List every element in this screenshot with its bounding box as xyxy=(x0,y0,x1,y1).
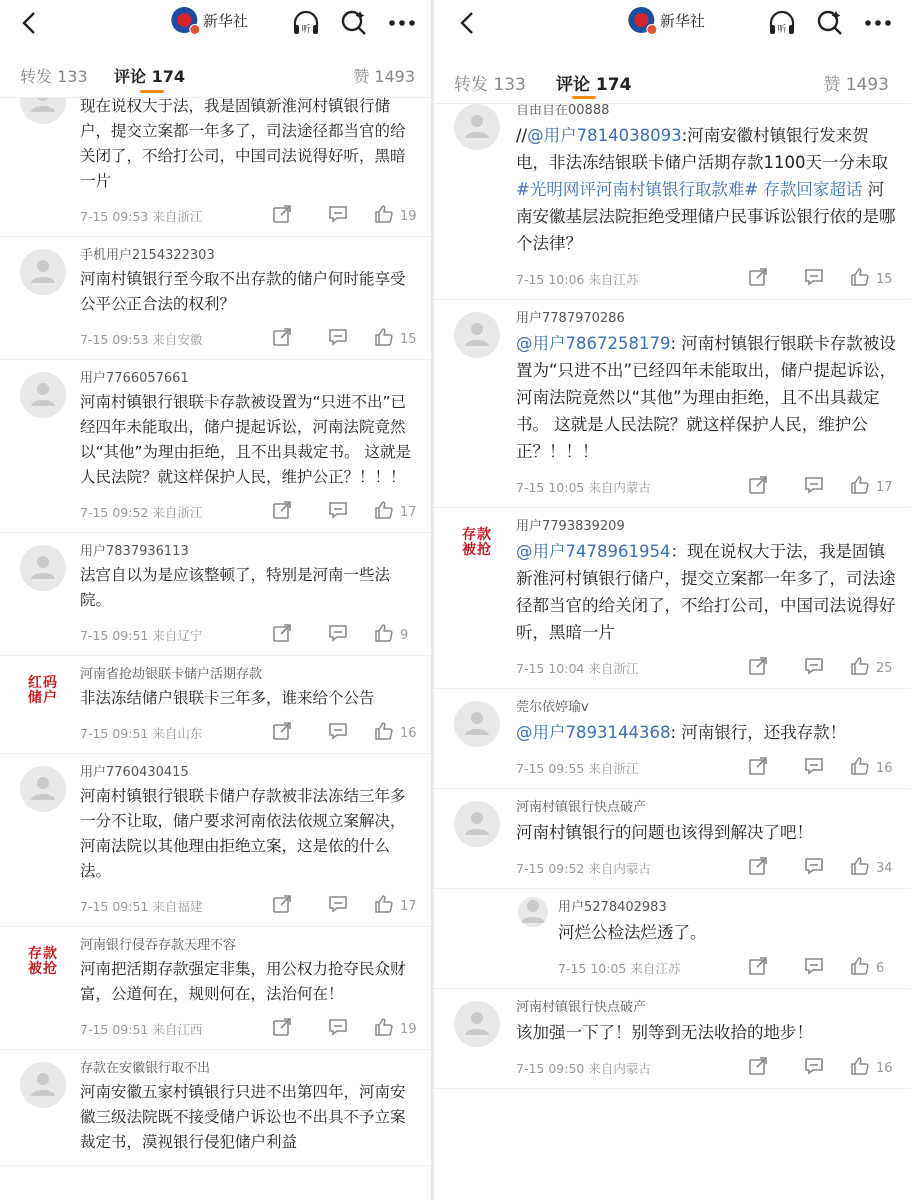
account-logo xyxy=(628,7,654,33)
comment-text xyxy=(516,819,897,846)
share-button[interactable] xyxy=(748,956,768,980)
supertopic-link[interactable]: 存款回家超话 xyxy=(758,180,863,199)
stamp-avatar xyxy=(20,668,66,714)
svg-text:听: 听 xyxy=(301,25,311,35)
reply-button[interactable] xyxy=(804,656,824,680)
avatar[interactable] xyxy=(20,939,66,985)
share-button[interactable] xyxy=(272,721,292,745)
comment-icon xyxy=(804,856,824,880)
comment-text: 河南村镇银行至今取不出存款的储户何时能享受公平公正合法的权利？ xyxy=(80,270,406,313)
default-avatar-icon xyxy=(28,98,58,118)
comment-time: 7-15 09:51 来自江西 xyxy=(80,1022,203,1037)
like-button[interactable] xyxy=(850,1056,893,1080)
comment-time: 7-15 09:53 来自浙江 xyxy=(80,209,203,224)
tab-forward[interactable]: 转发 133 xyxy=(454,75,526,95)
like-count: 17 xyxy=(876,479,893,495)
like-button[interactable] xyxy=(850,856,893,880)
like-count: 19 xyxy=(400,1021,417,1037)
comment-meta xyxy=(558,946,897,988)
avatar[interactable] xyxy=(20,668,66,714)
comment-username[interactable]: 用户7787970286 xyxy=(516,311,625,326)
tab-bar xyxy=(0,48,431,98)
comment-icon xyxy=(804,956,824,980)
comment-item xyxy=(434,508,911,689)
avatar[interactable] xyxy=(518,897,548,927)
comment-item xyxy=(0,1050,431,1166)
back-button[interactable] xyxy=(14,8,44,38)
top-actions xyxy=(767,8,893,38)
user-mention-link[interactable]: @用户7478961954 xyxy=(516,542,671,561)
comment-meta xyxy=(80,194,417,236)
avatar[interactable] xyxy=(20,249,66,295)
comment-item xyxy=(0,656,431,754)
share-icon xyxy=(272,327,292,351)
stamp-text-line: 存款 xyxy=(28,946,58,962)
account-logo xyxy=(171,7,197,33)
comment-item xyxy=(0,237,431,360)
tab-comments[interactable]: 评论 174 xyxy=(556,75,632,95)
share-icon xyxy=(272,204,292,228)
like-icon xyxy=(850,756,870,780)
tab-likes[interactable]: 赞 1493 xyxy=(353,67,415,86)
repost-prefix: // xyxy=(516,126,528,145)
reply-button[interactable] xyxy=(328,721,348,745)
more-button[interactable] xyxy=(387,8,417,38)
comment-icon xyxy=(804,475,824,499)
reply-button[interactable] xyxy=(328,327,348,351)
tab-forward[interactable]: 转发 133 xyxy=(20,67,88,86)
like-button[interactable] xyxy=(374,721,417,745)
comment-item xyxy=(434,689,911,789)
comment-time: 7-15 09:53 来自安徽 xyxy=(80,332,203,347)
stamp-text-line: 存款 xyxy=(462,527,492,543)
default-avatar-icon xyxy=(28,1068,58,1102)
reply-item xyxy=(434,889,911,989)
avatar[interactable] xyxy=(20,1062,66,1108)
like-count: 25 xyxy=(876,660,893,676)
like-button[interactable] xyxy=(850,756,893,780)
like-icon xyxy=(374,894,394,918)
stamp-text-line: 被抢 xyxy=(462,542,492,558)
comment-username[interactable]: 用户7766057661 xyxy=(80,371,189,386)
default-avatar-icon xyxy=(28,551,58,585)
comment-meta xyxy=(80,613,417,655)
avatar[interactable] xyxy=(454,312,500,358)
reply-button[interactable] xyxy=(804,1056,824,1080)
share-icon xyxy=(748,267,768,291)
comment-meta xyxy=(516,257,897,299)
share-button[interactable] xyxy=(272,623,292,647)
comment-body: ：现在说权大于法，我是固镇新淮河村镇银行储户，提交立案都一年多了，司法途径都当官的给关闭了，不给打公司，中国司法说得好听，黑暗一片 xyxy=(516,542,896,642)
right-comment-screen xyxy=(434,0,911,1200)
avatar[interactable] xyxy=(20,545,66,591)
listen-icon xyxy=(291,9,321,37)
comment-text xyxy=(516,1019,897,1046)
reply-button[interactable] xyxy=(804,956,824,980)
user-mention-link[interactable]: @用户7814038093 xyxy=(527,126,682,145)
like-icon xyxy=(850,656,870,680)
share-icon xyxy=(272,721,292,745)
comment-time: 7-15 10:04 来自浙江 xyxy=(516,661,639,676)
share-icon xyxy=(748,856,768,880)
comment-icon xyxy=(328,1017,348,1041)
like-count: 6 xyxy=(876,960,885,976)
like-count: 16 xyxy=(400,725,417,741)
stamp-text-line: 被抢 xyxy=(28,961,58,977)
comment-body: 河南安徽基层法院拒绝受理储户民事诉讼银行依的是哪个法律？ xyxy=(516,180,896,253)
share-icon xyxy=(748,656,768,680)
avatar[interactable] xyxy=(20,98,66,124)
comment-time: 7-15 10:05 来自内蒙古 xyxy=(516,480,651,495)
share-icon xyxy=(272,1017,292,1041)
comment-item xyxy=(434,989,911,1089)
share-button[interactable] xyxy=(272,500,292,524)
reply-button[interactable] xyxy=(328,204,348,228)
listen-button[interactable] xyxy=(291,8,321,38)
like-count: 34 xyxy=(876,860,893,876)
tab-bar xyxy=(434,48,911,104)
like-icon xyxy=(374,721,394,745)
like-button[interactable] xyxy=(374,623,408,647)
comment-time: 7-15 09:52 来自内蒙古 xyxy=(516,861,651,876)
share-icon xyxy=(748,956,768,980)
comment-body: :河南安徽村镇银行发来贺电，非法冻结银联卡储户活期存款1100天一分未取 xyxy=(516,126,888,172)
comment-username[interactable]: 河南省抢劫银联卡储户活期存款 xyxy=(80,667,263,682)
comment-meta xyxy=(80,317,417,359)
hashtag-link[interactable]: #光明网评河南村镇银行取款难# xyxy=(516,180,759,199)
comment-text xyxy=(516,719,897,746)
reply-button[interactable] xyxy=(804,475,824,499)
tab-comments[interactable]: 评论 174 xyxy=(114,67,185,86)
stamp-text-line: 储户 xyxy=(28,690,58,706)
like-count: 19 xyxy=(400,208,417,224)
left-comment-screen xyxy=(0,0,431,1200)
search-icon xyxy=(340,9,368,37)
comment-username[interactable]: 用户7760430415 xyxy=(80,765,189,780)
comment-item xyxy=(0,754,431,927)
share-button[interactable] xyxy=(748,756,768,780)
comment-item xyxy=(0,98,431,237)
search-icon xyxy=(816,9,844,37)
like-button[interactable] xyxy=(850,267,893,291)
like-icon xyxy=(374,500,394,524)
comment-icon xyxy=(804,756,824,780)
like-count: 15 xyxy=(400,331,417,347)
like-button[interactable] xyxy=(850,656,893,680)
comment-username[interactable]: 自由自在00888 xyxy=(516,104,610,118)
avatar[interactable] xyxy=(454,801,500,847)
more-icon xyxy=(388,19,416,27)
like-icon xyxy=(850,267,870,291)
avatar[interactable] xyxy=(454,104,500,150)
share-button[interactable] xyxy=(272,327,292,351)
share-button[interactable] xyxy=(272,894,292,918)
like-icon xyxy=(374,204,394,228)
like-count: 16 xyxy=(876,760,893,776)
like-icon xyxy=(850,475,870,499)
like-count: 16 xyxy=(876,1060,893,1076)
comment-text: 河南安徽五家村镇银行只进不出第四年，河南安徽三级法院既不接受储户诉讼也不出具不予立案裁定书，漠视银行侵犯储户利益 xyxy=(80,1083,406,1151)
comment-item xyxy=(434,300,911,508)
default-avatar-icon xyxy=(28,255,58,289)
like-icon xyxy=(850,1056,870,1080)
comment-username[interactable]: 河南村镇银行快点破产 xyxy=(516,1000,647,1015)
like-button[interactable] xyxy=(374,894,417,918)
comment-icon xyxy=(328,327,348,351)
comment-item xyxy=(0,533,431,656)
comment-username[interactable]: 用户7793839209 xyxy=(516,519,625,534)
listen-icon xyxy=(767,9,797,37)
comment-item xyxy=(434,104,911,300)
like-button[interactable] xyxy=(374,327,417,351)
comment-meta xyxy=(516,746,897,788)
comment-text: 河南村镇银行银联卡存款被设置为“只进不出”已经四年未能取出，储户提起诉讼，河南法院竟然以“其他”为理由拒绝，且不出具裁定书。 这就是人民法院？就这样保护人民，维护公正？！！！ xyxy=(80,393,411,486)
back-icon xyxy=(459,11,475,35)
like-icon xyxy=(850,956,870,980)
comment-list xyxy=(0,98,431,1200)
comment-text: 法宫自以为是应该整顿了，特别是河南一些法院。 xyxy=(80,566,391,609)
svg-text:听: 听 xyxy=(777,25,787,35)
comment-icon xyxy=(804,1056,824,1080)
comment-username[interactable]: 手机用户2154322303 xyxy=(80,248,215,263)
user-mention-link[interactable]: @用户7893144368 xyxy=(516,723,671,742)
verified-badge-icon xyxy=(189,24,200,35)
share-button[interactable] xyxy=(748,475,768,499)
comment-time: 7-15 09:50 来自内蒙古 xyxy=(516,1061,651,1076)
comment-text xyxy=(516,538,897,646)
share-button[interactable] xyxy=(748,267,768,291)
comment-meta xyxy=(516,646,897,688)
verified-badge-icon xyxy=(646,24,657,35)
comment-item xyxy=(0,927,431,1050)
comment-text xyxy=(516,122,897,257)
comment-time: 7-15 09:51 来自辽宁 xyxy=(80,628,203,643)
avatar[interactable] xyxy=(454,520,500,566)
comment-text xyxy=(558,919,897,946)
like-icon xyxy=(850,856,870,880)
tab-likes[interactable]: 赞 1493 xyxy=(823,75,889,95)
like-count: 15 xyxy=(876,271,893,287)
comment-body: : 河南村镇银行银联卡存款被设置为“只进不出”已经四年未能取出，储户提起诉讼，河南法院竟然以“其他”为理由拒绝，且不出具裁定书。 这就是人民法院？就这样保护人民，维护公正？！！！ xyxy=(516,334,897,461)
share-button[interactable] xyxy=(748,656,768,680)
share-icon xyxy=(272,623,292,647)
comment-username[interactable]: 用户7837936113 xyxy=(80,544,189,559)
comment-meta xyxy=(516,1046,897,1088)
like-button[interactable] xyxy=(850,956,884,980)
share-icon xyxy=(272,500,292,524)
comment-time: 7-15 09:52 来自浙江 xyxy=(80,505,203,520)
comment-time: 7-15 09:55 来自浙江 xyxy=(516,761,639,776)
comment-text: 现在说权大于法，我是固镇新淮河村镇银行储户，提交立案都一年多了，司法途径都当官的给关闭了，不给打公司，中国司法说得好听，黑暗一片 xyxy=(80,98,406,190)
comment-username[interactable]: 莞尔依婷瑜v xyxy=(516,700,589,715)
like-icon xyxy=(374,1017,394,1041)
back-icon xyxy=(21,11,37,35)
comment-meta xyxy=(80,490,417,532)
default-avatar-icon xyxy=(518,897,548,927)
reply-button[interactable] xyxy=(804,856,824,880)
stamp-avatar xyxy=(20,939,66,985)
comment-list xyxy=(434,104,911,1200)
top-bar xyxy=(0,0,431,48)
comment-username[interactable]: 用户5278402983 xyxy=(558,900,667,915)
comment-icon xyxy=(804,267,824,291)
comment-username[interactable]: 河南银行侵吞存款天理不容 xyxy=(80,938,237,953)
more-icon xyxy=(864,19,892,27)
comment-text: 河南村镇银行银联卡储户存款被非法冻结三年多一分不让取，储户要求河南依法依规立案解决，河南法院以其他理由拒绝立案，这是依的什么法。 xyxy=(80,787,406,880)
comment-username[interactable]: 存款在安徽银行取不出 xyxy=(80,1061,211,1076)
default-avatar-icon xyxy=(462,318,492,352)
back-button[interactable] xyxy=(452,8,482,38)
default-avatar-icon xyxy=(462,110,492,144)
stamp-avatar xyxy=(454,520,500,566)
comment-item xyxy=(0,360,431,533)
share-icon xyxy=(272,894,292,918)
reply-button[interactable] xyxy=(328,1017,348,1041)
comment-time: 7-15 10:05 来自江苏 xyxy=(558,961,681,976)
account-name: 新华社 xyxy=(202,11,248,30)
reply-button[interactable] xyxy=(804,756,824,780)
comment-time: 7-15 09:51 来自福建 xyxy=(80,899,203,914)
comment-body: 河烂公检法烂透了。 xyxy=(558,923,707,942)
search-button[interactable] xyxy=(815,8,845,38)
comment-icon xyxy=(328,721,348,745)
reply-button[interactable] xyxy=(804,267,824,291)
avatar[interactable] xyxy=(454,701,500,747)
comment-meta xyxy=(80,711,417,753)
comment-body: 该加强一下了！别等到无法收拾的地步！ xyxy=(516,1023,813,1042)
share-button[interactable] xyxy=(748,1056,768,1080)
comment-body: : 河南银行，还我存款！ xyxy=(670,723,847,742)
like-button[interactable] xyxy=(374,1017,417,1041)
top-bar xyxy=(434,0,911,48)
reply-button[interactable] xyxy=(328,500,348,524)
default-avatar-icon xyxy=(462,707,492,741)
like-button[interactable] xyxy=(850,475,893,499)
comment-text: 非法冻结储户银联卡三年多，谁来给个公告 xyxy=(80,689,375,707)
comment-time: 7-15 09:51 来自山东 xyxy=(80,726,203,741)
comment-meta xyxy=(516,846,897,888)
search-button[interactable] xyxy=(339,8,369,38)
share-button[interactable] xyxy=(272,1017,292,1041)
reply-button[interactable] xyxy=(328,623,348,647)
comment-text xyxy=(516,330,897,465)
comment-icon xyxy=(328,894,348,918)
avatar[interactable] xyxy=(20,766,66,812)
share-icon xyxy=(748,756,768,780)
comment-username[interactable]: 河南村镇银行快点破产 xyxy=(516,800,647,815)
avatar[interactable] xyxy=(20,372,66,418)
like-count: 17 xyxy=(400,504,417,520)
stamp-text-line: 红码 xyxy=(28,675,58,691)
comment-item xyxy=(434,789,911,889)
like-button[interactable] xyxy=(374,204,417,228)
more-button[interactable] xyxy=(863,8,893,38)
account-brand[interactable] xyxy=(628,7,705,33)
comment-text: 河南把活期存款强定非集，用公权力抢夺民众财富，公道何在，规则何在，法治何在！ xyxy=(80,960,406,1003)
default-avatar-icon xyxy=(462,1007,492,1041)
tab-active-indicator xyxy=(140,90,164,93)
like-button[interactable] xyxy=(374,500,417,524)
share-button[interactable] xyxy=(748,856,768,880)
share-icon xyxy=(748,475,768,499)
listen-button[interactable] xyxy=(767,8,797,38)
comment-meta xyxy=(516,465,897,507)
top-actions xyxy=(291,8,417,38)
account-brand[interactable] xyxy=(171,7,248,33)
user-mention-link[interactable]: @用户7867258179 xyxy=(516,334,671,353)
reply-button[interactable] xyxy=(328,894,348,918)
like-count: 17 xyxy=(400,898,417,914)
account-name: 新华社 xyxy=(659,11,705,30)
share-button[interactable] xyxy=(272,204,292,228)
default-avatar-icon xyxy=(28,772,58,806)
comment-icon xyxy=(328,623,348,647)
share-icon xyxy=(748,1056,768,1080)
like-icon xyxy=(374,623,394,647)
like-icon xyxy=(374,327,394,351)
default-avatar-icon xyxy=(28,378,58,412)
comment-body: 河南村镇银行的问题也该得到解决了吧！ xyxy=(516,823,813,842)
comment-icon xyxy=(804,656,824,680)
default-avatar-icon xyxy=(462,807,492,841)
comment-icon xyxy=(328,500,348,524)
like-count: 9 xyxy=(400,627,409,643)
comment-icon xyxy=(328,204,348,228)
comment-meta xyxy=(80,1155,417,1165)
comment-meta xyxy=(80,884,417,926)
comment-meta xyxy=(80,1007,417,1049)
avatar[interactable] xyxy=(454,1001,500,1047)
tab-active-indicator xyxy=(572,96,596,99)
comment-time: 7-15 10:06 来自江苏 xyxy=(516,272,639,287)
